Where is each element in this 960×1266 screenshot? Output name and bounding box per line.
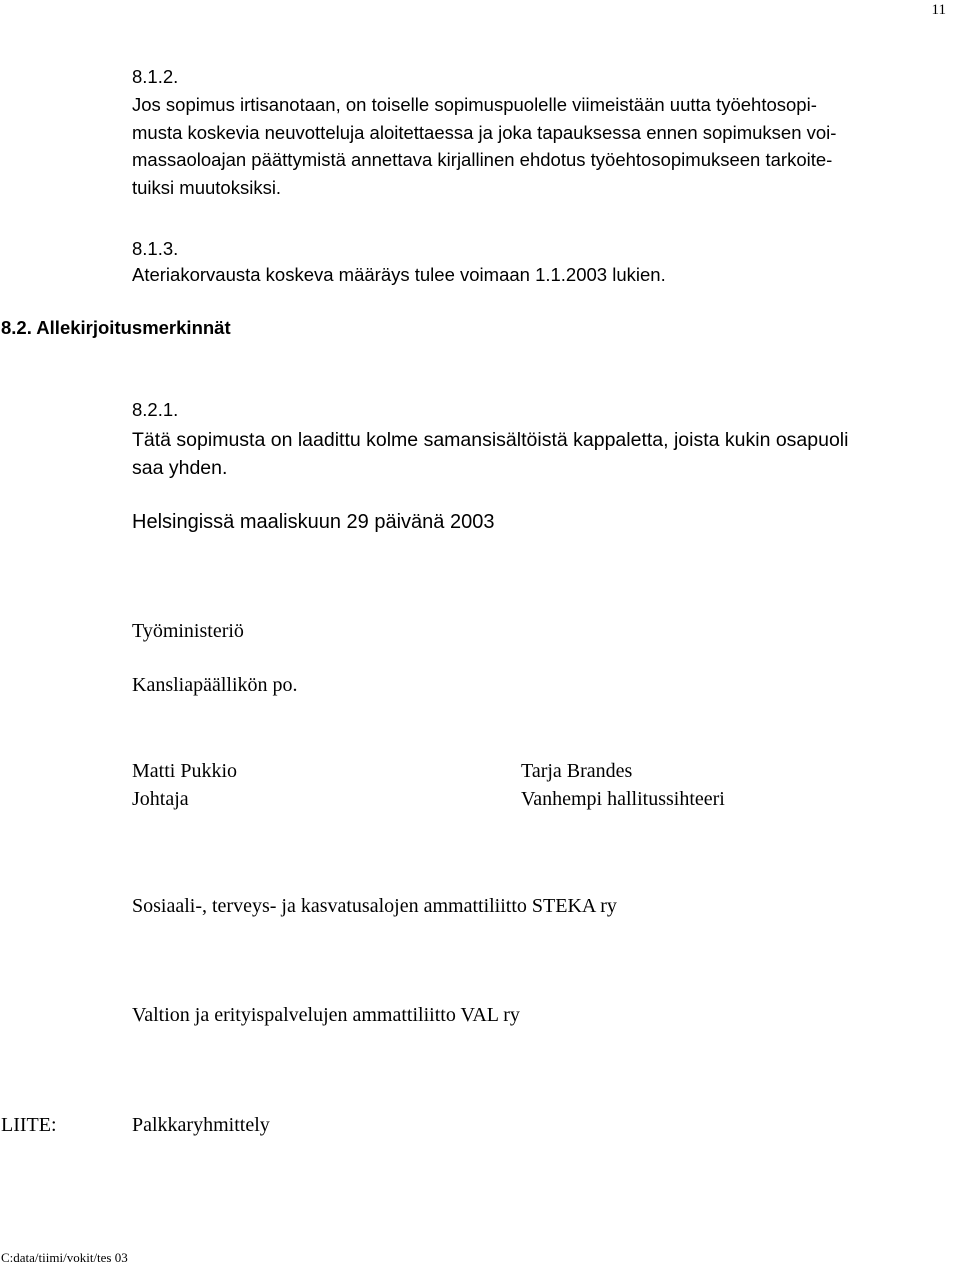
ministry-name: Työministeriö [132, 620, 244, 642]
section-8-1-2-paragraph [132, 91, 952, 201]
signatory-right [521, 757, 725, 813]
union-steka: Sosiaali-, terveys- ja kasvatusalojen ammattiliitto STEKA ry [132, 895, 617, 917]
appendix-value: Palkkaryhmittely [132, 1114, 270, 1136]
signatory-title: Johtaja [132, 788, 189, 810]
deputy-title: Kansliapäällikön po. [132, 674, 298, 696]
section-8-1-2-number: 8.1.2. [132, 66, 179, 87]
paragraph-line: Tätä sopimusta on laadittu kolme samansisältöistä kappaletta, joista kukin osapuoli [132, 429, 849, 451]
section-8-1-3-number: 8.1.3. [132, 238, 179, 259]
paragraph-line: tuiksi muutoksiksi. [132, 176, 282, 198]
place-and-date: Helsingissä maaliskuun 29 päivänä 2003 [132, 511, 495, 533]
paragraph-line: musta koskevia neuvotteluja aloitettaessa ja joka tapauksessa ennen sopimuksen voi- [132, 121, 837, 143]
section-8-2-1-paragraph [132, 426, 848, 482]
section-8-2-1-number: 8.2.1. [132, 399, 179, 420]
paragraph-line: Jos sopimus irtisanotaan, on toiselle sopimuspuolelle viimeistään uutta työehtosopi- [132, 94, 817, 115]
paragraph-line: saa yhden. [132, 457, 228, 479]
signatory-name: Tarja Brandes [521, 760, 633, 782]
signatory-left [132, 757, 237, 813]
section-8-1-3-text: Ateriakorvausta koskeva määräys tulee voimaan 1.1.2003 lukien. [132, 264, 666, 285]
page-number: 11 [931, 2, 946, 18]
signatory-title: Vanhempi hallitussihteeri [521, 788, 725, 810]
paragraph-line: massaoloajan päättymistä annettava kirjallinen ehdotus työehtosopimukseen tarkoite- [132, 149, 833, 170]
union-val: Valtion ja erityispalvelujen ammattiliitto VAL ry [132, 1004, 520, 1026]
section-8-2-heading: 8.2. Allekirjoitusmerkinnät [1, 317, 231, 338]
footer-file-path: C:data/tiimi/vokit/tes 03 [1, 1250, 128, 1265]
signatory-name: Matti Pukkio [132, 760, 238, 782]
appendix-label: LIITE: [1, 1114, 57, 1136]
